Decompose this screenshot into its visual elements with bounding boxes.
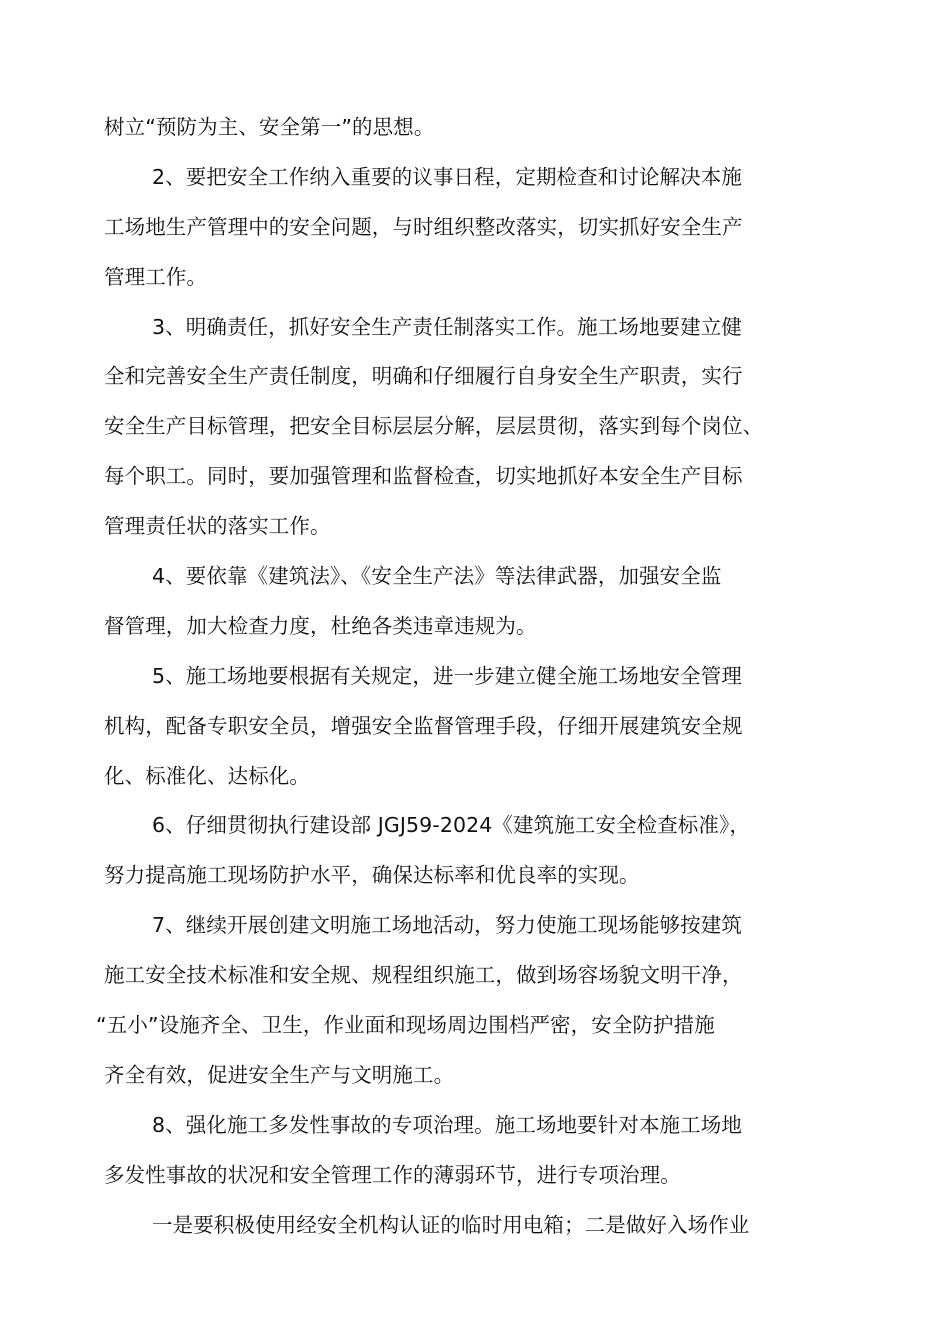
- paragraph-2-start: 2、要把安全工作纳入重要的议事日程，定期检查和讨论解决本施: [152, 164, 742, 189]
- text-line: 努力提高施工现场防护水平，确保达标率和优良率的实现。: [104, 863, 640, 888]
- text-line: 管理工作。: [104, 264, 207, 289]
- paragraph-7-start: 7、继续开展创建文明施工场地活动，努力使施工现场能够按建筑: [152, 913, 742, 938]
- text-line: 树立“预防为主、安全第一”的思想。: [104, 115, 435, 139]
- paragraph-3-start: 3、明确责任，抓好安全生产责任制落实工作。施工场地要建立健: [152, 314, 742, 339]
- paragraph-8-start: 8、强化施工多发性事故的专项治理。施工场地要针对本施工场地: [152, 1112, 742, 1137]
- text-line: 每个职工。同时，要加强管理和监督检查，切实地抓好本安全生产目标: [104, 464, 743, 489]
- text-line: “五小”设施齐全、卫生，作业面和现场周边围档严密，安全防护措施: [96, 1013, 715, 1038]
- paragraph-6-start: 6、仔细贯彻执行建设部 JGJ59-2024《建筑施工安全检查标准》，: [152, 813, 750, 838]
- text-line: 工场地生产管理中的安全问题，与时组织整改落实，切实抓好安全生产: [104, 214, 743, 239]
- text-line: 多发性事故的状况和安全管理工作的薄弱环节，进行专项治理。: [104, 1162, 681, 1187]
- text-line: 齐全有效，促进安全生产与文明施工。: [104, 1062, 455, 1087]
- text-line: 管理责任状的落实工作。: [104, 514, 331, 539]
- text-line: 安全生产目标管理，把安全目标层层分解，层层贯彻，落实到每个岗位、: [104, 414, 764, 439]
- paragraph-5-start: 5、施工场地要根据有关规定，进一步建立健全施工场地安全管理: [152, 663, 742, 688]
- text-line: 督管理，加大检查力度，杜绝各类违章违规为。: [104, 613, 537, 638]
- text-line: 全和完善安全生产责任制度，明确和仔细履行自身安全生产职责，实行: [104, 364, 743, 389]
- document-body: [96, 107, 810, 1254]
- text-line: 施工安全技术标准和安全规、规程组织施工，做到场容场貌文明干净，: [104, 963, 743, 988]
- paragraph-4-start: 4、要依靠《建筑法》、《安全生产法》等法律武器，加强安全监: [152, 564, 722, 589]
- paragraph-9-start: 一是要积极使用经安全机构认证的临时用电箱；二是做好入场作业: [152, 1212, 750, 1237]
- text-line: 化、标准化、达标化。: [104, 763, 310, 788]
- text-line: 机构，配备专职安全员，增强安全监督管理手段，仔细开展建筑安全规: [104, 713, 743, 738]
